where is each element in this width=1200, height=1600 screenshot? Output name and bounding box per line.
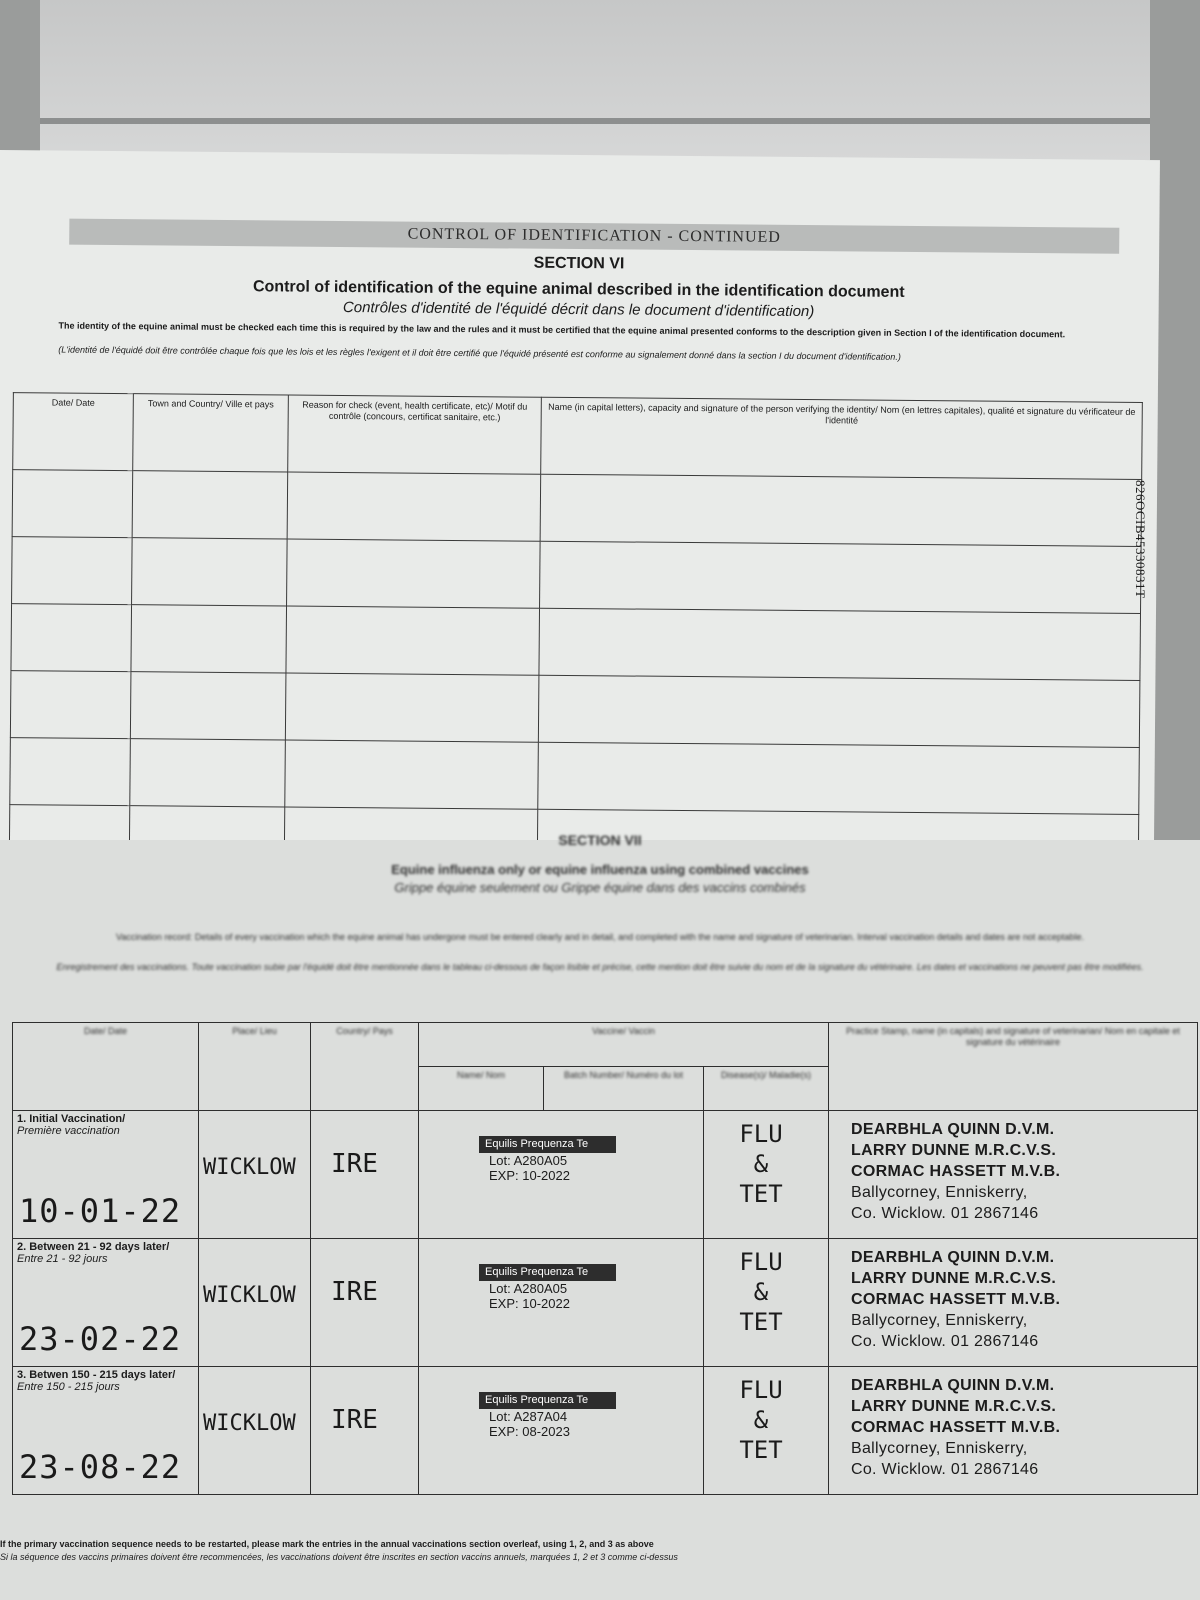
empty-cell[interactable] bbox=[287, 472, 541, 541]
empty-cell[interactable] bbox=[132, 471, 288, 539]
vaccination-row bbox=[13, 1367, 1198, 1495]
instructions-fr: (L'identité de l'équidé doit être contrôlée chaque fois que les lois et les règles l'exigent et il doit être certifié que l'équidé présenté est conforme au signalement donné dans la section I du document d'identification.) bbox=[58, 344, 901, 362]
stamp-line: Co. Wicklow. 01 2867146 bbox=[851, 1461, 1039, 1478]
country-value: IRE bbox=[331, 1405, 378, 1435]
practice-stamp bbox=[851, 1375, 1060, 1480]
empty-cell[interactable] bbox=[285, 740, 539, 809]
stage-label bbox=[17, 1241, 169, 1265]
place-cell bbox=[199, 1367, 311, 1495]
disease-line: TET bbox=[739, 1436, 783, 1464]
place-value: WICKLOW bbox=[203, 1411, 296, 1436]
lot-number: Lot: A280A05 bbox=[489, 1153, 568, 1168]
country-value: IRE bbox=[331, 1277, 378, 1307]
disease-line: FLU bbox=[739, 1120, 783, 1148]
vaccine-brand: Equilis Prequenza Te bbox=[479, 1136, 616, 1153]
place-value: WICKLOW bbox=[203, 1283, 296, 1308]
col-vaccine-name: Name/ Nom bbox=[419, 1067, 544, 1111]
disease-line: & bbox=[753, 1150, 769, 1178]
stamp-line: Co. Wicklow. 01 2867146 bbox=[851, 1333, 1039, 1350]
disease-cell bbox=[704, 1367, 829, 1495]
date-cell bbox=[13, 1239, 199, 1367]
instructions-en: The identity of the equine animal must be checked each time this is required by the law and the rules and it must be certified that the equine animal presented conforms to the description given in Section I of the identification document. bbox=[58, 320, 1066, 340]
vaccine-sticker bbox=[479, 1263, 649, 1311]
empty-cell[interactable] bbox=[130, 739, 286, 807]
stage-en: 3. Betwen 150 - 215 days later/ bbox=[17, 1369, 176, 1381]
col-town: Town and Country/ Ville et pays bbox=[133, 394, 289, 472]
stamp-line: CORMAC HASSETT M.V.B. bbox=[851, 1419, 1061, 1436]
vaccination-row bbox=[13, 1239, 1198, 1367]
col-country: Country/ Pays bbox=[311, 1023, 419, 1111]
col-batch: Batch Number/ Numéro du lot bbox=[544, 1067, 704, 1111]
stamp-line: CORMAC HASSETT M.V.B. bbox=[851, 1291, 1061, 1308]
stamp-line: Ballycorney, Enniskerry, bbox=[851, 1440, 1028, 1457]
col-disease: Disease(s)/ Maladie(s) bbox=[704, 1067, 829, 1111]
stamp-line: DEARBHLA QUINN D.V.M. bbox=[851, 1377, 1055, 1394]
place-cell bbox=[199, 1239, 311, 1367]
country-value: IRE bbox=[331, 1149, 378, 1179]
table-row bbox=[10, 671, 1140, 748]
stage-label bbox=[17, 1113, 125, 1137]
vaccination-date: 23-08-22 bbox=[19, 1448, 182, 1486]
vaccination-instructions-fr: Enregistrement des vaccinations. Toute vaccination subie par l'équidé doit être mentionnée dans le tableau ci-dessous de façon lisible et précise, cette mention doit être suivie du nom et de la signature du vétérinaire. Les dates et vaccinations ne peuvent pas être modifiées. bbox=[56, 962, 1144, 972]
col-verifier: Name (in capital letters), capacity and signature of the person verifying the identity/ Nom (en lettres capitales), qualité et signature du vérificateur de l'identité bbox=[541, 397, 1143, 479]
stamp-line: LARRY DUNNE M.R.C.V.S. bbox=[851, 1142, 1057, 1159]
empty-cell[interactable] bbox=[540, 541, 1142, 613]
stamp-line: Co. Wicklow. 01 2867146 bbox=[851, 1205, 1039, 1222]
empty-cell[interactable] bbox=[11, 604, 132, 672]
empty-cell[interactable] bbox=[12, 537, 133, 605]
section-vii-title: Equine influenza only or equine influenza using combined vaccines bbox=[391, 862, 809, 877]
empty-cell[interactable] bbox=[286, 606, 540, 675]
disease-line: TET bbox=[739, 1180, 783, 1208]
place-cell bbox=[199, 1111, 311, 1239]
vaccine-sticker bbox=[479, 1391, 649, 1439]
stage-label bbox=[17, 1369, 175, 1393]
table-row bbox=[12, 537, 1142, 614]
stage-fr: Entre 21 - 92 jours bbox=[17, 1253, 108, 1265]
expiry-date: EXP: 10-2022 bbox=[489, 1296, 570, 1311]
expiry-date: EXP: 10-2022 bbox=[489, 1168, 570, 1183]
empty-cell[interactable] bbox=[10, 738, 131, 806]
vaccine-sticker bbox=[479, 1135, 649, 1183]
col-vet: Practice Stamp, name (in capitals) and signature of veterinarian/ Nom en capitale et signature du vétérinaire bbox=[829, 1023, 1198, 1111]
section-heading: SECTION VI bbox=[533, 254, 625, 273]
page-edge bbox=[40, 118, 1150, 124]
col-vaccine: Vaccine/ Vaccin bbox=[419, 1023, 829, 1067]
disease-line: & bbox=[753, 1278, 769, 1306]
country-cell bbox=[311, 1367, 419, 1495]
section-vi-page bbox=[0, 150, 1160, 850]
section-vii-heading: SECTION VII bbox=[558, 832, 642, 848]
footer-note-fr: Si la séquence des vaccins primaires doivent être recommencées, les vaccinations doivent être inscrites en section vaccins annuels, marquées 1, 2 et 3 comme ci-dessus bbox=[0, 1552, 678, 1562]
disease-value bbox=[716, 1247, 806, 1337]
vaccination-instructions-en: Vaccination record: Details of every vaccination which the equine animal has undergone must be entered clearly and in detail, and completed with the name and signature of veterinarian. Interval vaccination details and dates are not acceptable. bbox=[116, 932, 1084, 942]
vaccination-date: 23-02-22 bbox=[19, 1320, 182, 1358]
vaccine-label-cell bbox=[419, 1239, 704, 1367]
empty-cell[interactable] bbox=[131, 605, 287, 673]
empty-cell[interactable] bbox=[285, 673, 539, 742]
disease-line: FLU bbox=[739, 1248, 783, 1276]
expiry-date: EXP: 08-2023 bbox=[489, 1424, 570, 1439]
practice-stamp bbox=[851, 1119, 1060, 1224]
empty-cell[interactable] bbox=[287, 539, 541, 608]
disease-cell bbox=[704, 1239, 829, 1367]
section-title-fr: Contrôles d'identité de l'équidé décrit dans le document d'identification) bbox=[342, 298, 815, 321]
table-row bbox=[10, 738, 1140, 815]
place-value: WICKLOW bbox=[203, 1155, 296, 1180]
date-cell bbox=[13, 1367, 199, 1495]
stamp-line: LARRY DUNNE M.R.C.V.S. bbox=[851, 1398, 1057, 1415]
disease-value bbox=[716, 1119, 806, 1209]
banner: CONTROL OF IDENTIFICATION - CONTINUED bbox=[69, 219, 1119, 254]
vaccine-label-cell bbox=[419, 1111, 704, 1239]
empty-cell[interactable] bbox=[12, 470, 133, 538]
empty-cell[interactable] bbox=[132, 538, 288, 606]
document-code: 826OCIB45330831T bbox=[1133, 480, 1148, 599]
stamp-line: DEARBHLA QUINN D.V.M. bbox=[851, 1249, 1055, 1266]
stamp-line: LARRY DUNNE M.R.C.V.S. bbox=[851, 1270, 1057, 1287]
section-vii-page bbox=[0, 832, 1200, 1600]
country-cell bbox=[311, 1239, 419, 1367]
disease-cell bbox=[704, 1111, 829, 1239]
lot-number: Lot: A287A04 bbox=[489, 1409, 568, 1424]
col-date: Date/ Date bbox=[13, 393, 134, 471]
vaccination-row bbox=[13, 1111, 1198, 1239]
vet-stamp-cell bbox=[829, 1111, 1198, 1239]
vaccination-table bbox=[12, 1022, 1198, 1495]
practice-stamp bbox=[851, 1247, 1060, 1352]
previous-page bbox=[40, 0, 1150, 160]
empty-cell[interactable] bbox=[10, 671, 131, 739]
col-place: Place/ Lieu bbox=[199, 1023, 311, 1111]
section-title: Control of identification of the equine animal described in the identification document bbox=[252, 278, 905, 301]
vet-stamp-cell bbox=[829, 1367, 1198, 1495]
date-cell bbox=[13, 1111, 199, 1239]
disease-value bbox=[716, 1375, 806, 1465]
col-vac-date: Date/ Date bbox=[13, 1023, 199, 1111]
table-row bbox=[11, 604, 1141, 681]
stage-fr: Entre 150 - 215 jours bbox=[17, 1381, 120, 1393]
vaccine-brand: Equilis Prequenza Te bbox=[479, 1392, 616, 1409]
empty-cell[interactable] bbox=[540, 474, 1142, 546]
vet-stamp-cell bbox=[829, 1239, 1198, 1367]
col-reason: Reason for check (event, health certificate, etc)/ Motif du contrôle (concours, certificat sanitaire, etc.) bbox=[288, 395, 542, 474]
stamp-line: DEARBHLA QUINN D.V.M. bbox=[851, 1121, 1055, 1138]
footer-note-en: If the primary vaccination sequence needs to be restarted, please mark the entries in the annual vaccinations section overleaf, using 1, 2, and 3 as above bbox=[0, 1539, 654, 1549]
empty-cell[interactable] bbox=[539, 608, 1141, 680]
stamp-line: Ballycorney, Enniskerry, bbox=[851, 1184, 1028, 1201]
empty-cell[interactable] bbox=[538, 675, 1140, 747]
vaccine-label-cell bbox=[419, 1367, 704, 1495]
identity-check-table bbox=[9, 392, 1143, 882]
stage-en: 2. Between 21 - 92 days later/ bbox=[17, 1241, 170, 1253]
disease-line: & bbox=[753, 1406, 769, 1434]
vaccination-date: 10-01-22 bbox=[19, 1192, 182, 1230]
country-cell bbox=[311, 1111, 419, 1239]
vaccine-brand: Equilis Prequenza Te bbox=[479, 1264, 616, 1281]
disease-line: FLU bbox=[739, 1376, 783, 1404]
stamp-line: Ballycorney, Enniskerry, bbox=[851, 1312, 1028, 1329]
stage-en: 1. Initial Vaccination/ bbox=[17, 1113, 126, 1125]
table-row bbox=[12, 470, 1142, 547]
stamp-line: CORMAC HASSETT M.V.B. bbox=[851, 1163, 1061, 1180]
empty-cell[interactable] bbox=[538, 742, 1140, 814]
disease-line: TET bbox=[739, 1308, 783, 1336]
lot-number: Lot: A280A05 bbox=[489, 1281, 568, 1296]
stage-fr: Première vaccination bbox=[17, 1125, 120, 1137]
empty-cell[interactable] bbox=[130, 672, 286, 740]
section-vii-title-fr: Grippe équine seulement ou Grippe équine dans des vaccins combinés bbox=[394, 880, 806, 895]
